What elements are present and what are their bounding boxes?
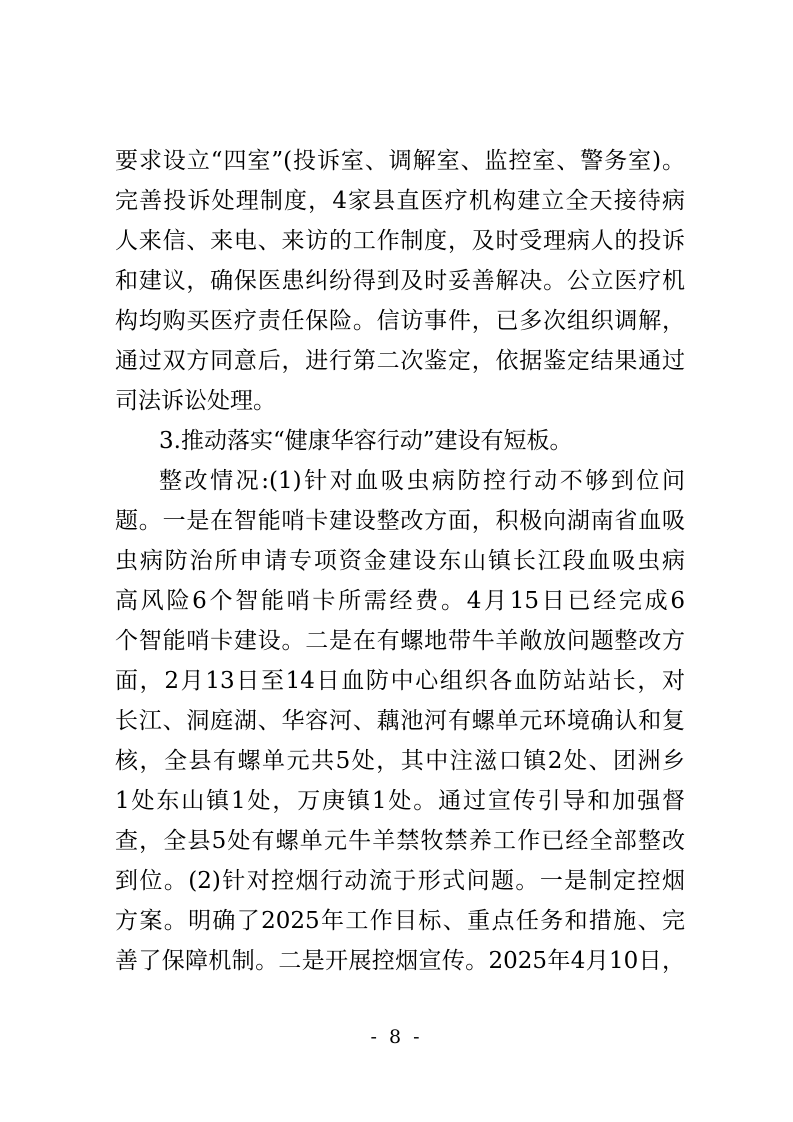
text-line: 虫病防治所申请专项资金建设东山镇长江段血吸虫病: [115, 548, 685, 574]
text-line: 高风险6个智能哨卡所需经费。4月15日已经完成6: [115, 588, 685, 614]
text-line: 构均购买医疗责任保险。信访事件，已多次组织调解，: [115, 308, 685, 334]
text-line: 查，全县5处有螺单元牛羊禁牧禁养工作已经全部整改: [115, 828, 685, 854]
text-line: 核，全县有螺单元共5处，其中注滋口镇2处、团洲乡: [115, 748, 685, 774]
text-line: 整改情况:(1)针对血吸虫病防控行动不够到位问: [159, 468, 685, 494]
text-line: 完善投诉处理制度，4家县直医疗机构建立全天接待病: [115, 188, 685, 214]
text-line: 面，2月13日至14日血防中心组织各血防站站长，对: [115, 668, 685, 694]
section-heading: 3.推动落实“健康华容行动”建设有短板。: [159, 428, 573, 454]
document-body: [115, 141, 685, 981]
text-line: 1处东山镇1处，万庚镇1处。通过宣传引导和加强督: [115, 788, 685, 814]
text-line: 司法诉讼处理。: [115, 388, 276, 414]
text-line: 善了保障机制。二是开展控烟宣传。2025年4月10日，: [115, 948, 685, 974]
text-line: 通过双方同意后，进行第二次鉴定，依据鉴定结果通过: [115, 348, 685, 374]
text-line: 个智能哨卡建设。二是在有螺地带牛羊敞放问题整改方: [115, 628, 685, 654]
page-number: - 8 -: [370, 1026, 423, 1048]
text-line: 方案。明确了2025年工作目标、重点任务和措施、完: [115, 908, 685, 934]
text-line: 题。一是在智能哨卡建设整改方面，积极向湖南省血吸: [115, 508, 685, 534]
text-line: 要求设立“四室”(投诉室、调解室、监控室、警务室)。: [115, 148, 685, 174]
text-line: 和建议，确保医患纠纷得到及时妥善解决。公立医疗机: [115, 268, 685, 294]
text-line: 长江、洞庭湖、华容河、藕池河有螺单元环境确认和复: [115, 708, 685, 734]
text-line: 到位。(2)针对控烟行动流于形式问题。一是制定控烟: [115, 868, 685, 894]
text-line: 人来信、来电、来访的工作制度，及时受理病人的投诉: [115, 228, 685, 254]
